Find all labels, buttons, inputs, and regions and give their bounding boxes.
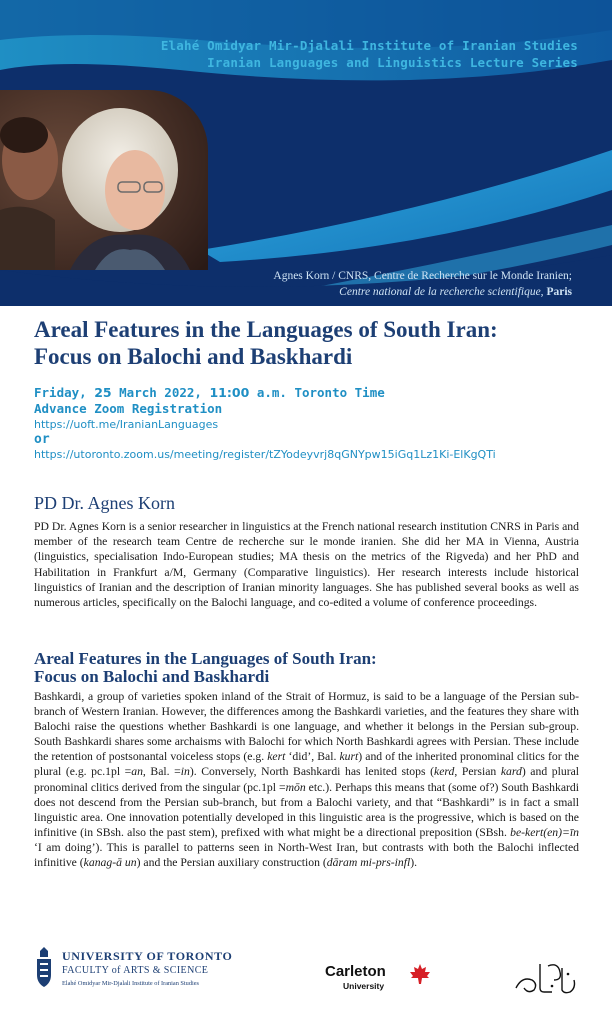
lecture-series-name: Iranian Languages and Linguistics Lecture Series: [207, 55, 578, 70]
maple-leaf-icon: [409, 963, 431, 985]
carleton-name: Carleton: [325, 963, 386, 980]
abstract-heading-line-2: Focus on Balochi and Baskhardi: [34, 667, 270, 686]
abstract-segment: etc.). Perhaps this means that (some of?) South Bashkardi does not descend from the Persian sub-branch, but from a Balochi variety, and that “Bashkardi” is in fact a small linguistic area. One innovation potentially developed in this linguistic area is the progressive, which is based on the infinitive (in SBsh. also the past stem), prefixed with what might be a directional preposition (SBsh.: [34, 780, 579, 839]
example-word: kert: [267, 750, 286, 764]
abstract-segment: , Persian: [454, 765, 501, 779]
abstract-segment: , Bal. =: [142, 765, 181, 779]
uoft-institute: Elahé Omidyar Mir-Djalali Institute of Iranian Studies: [62, 980, 199, 987]
event-time-zone: a.m. Toronto Time: [256, 385, 385, 400]
institute-name: Elahé Omidyar Mir-Djalali Institute of Iranian Studies: [160, 38, 578, 53]
lecture-title-line-2: Focus on Balochi and Baskhardi: [34, 344, 353, 369]
event-details: [34, 385, 594, 463]
speaker-heading: PD Dr. Agnes Korn: [34, 493, 176, 513]
registration-link-short[interactable]: https://uoft.me/IranianLanguages: [34, 418, 219, 431]
example-word: mōn: [285, 780, 306, 794]
carleton-logo: [325, 963, 435, 1003]
example-word: an: [131, 765, 143, 779]
speaker-bio: PD Dr. Agnes Korn is a senior researcher in linguistics at the French national research institution CNRS in Paris and member of the research team Centre de recherche sur le monde iranien. She did her MA in Vienna, Austria (linguistics, specialisation Indo-European studies; MA thesis on the metrics of the Rigveda) and her PhD and Habilitation in Frankfurt a/M, Germany (Comparative linguistics). Her research interests include historical linguistics of Iranian and the description of Iranian minority languages. She has published several books as well as numerous articles, specifically on the Balochi language, and co-edited a volume of conference proceedings.: [34, 520, 579, 610]
credit-location: Paris: [546, 286, 572, 298]
speaker-photo: [0, 90, 208, 270]
event-date-number: 25: [94, 385, 112, 400]
credit-line-1: Agnes Korn / CNRS, Centre de Recherche sur le Monde Iranien;: [273, 270, 572, 282]
uoft-crest-icon: [34, 947, 54, 991]
abstract-segment: ‘did’, Bal.: [285, 750, 340, 764]
abstract-heading: [34, 650, 594, 686]
credit-institution: Centre national de la recherche scientifique,: [339, 286, 544, 298]
registration-link-zoom[interactable]: https://utoronto.zoom.us/meeting/register/tZYodeyvrj8qGNYpw15iGq1Lz1Ki-ElKgQTi: [34, 448, 496, 461]
abstract-segment: ) and the Persian auxiliary construction (: [136, 856, 327, 870]
header-banner: [0, 0, 612, 306]
event-date-time: [34, 385, 594, 401]
photo-credit: [273, 268, 572, 300]
registration-label: Advance Zoom Registration: [34, 401, 223, 416]
event-month-year: March 2022,: [119, 385, 202, 400]
example-word: kanag-ā un: [83, 856, 137, 870]
example-word: be-kert(en)=īn: [510, 825, 579, 839]
banner-title: [161, 37, 578, 71]
abstract-segment: ).: [410, 856, 418, 870]
example-word: kurt: [339, 750, 359, 764]
event-time-number: 11:00: [209, 385, 250, 400]
lecture-title: [34, 316, 594, 370]
lecture-title-line-1: Areal Features in the Languages of South Iran:: [34, 317, 498, 342]
abstract-segment: ). Conversely, North Bashkardi has lenited stops (: [189, 765, 435, 779]
example-word: in: [180, 765, 190, 779]
uoft-name: UNIVERSITY OF TORONTO: [62, 949, 233, 963]
abstract-segment: Bashkardi, a group of varieties spoken inland of the Strait of Hormuz, is said to be a language of the Persian sub-branch of Western Iranian. However, the differences among the Bashkardi varieties, and the features they share with Balochi raise the questions whether Bashkardi is one language, and whether it belongs in the Persian sub-group. South Bashkardi shares some archaisms with Balochi for which North Bashkardi agrees with Persian. These include the retention of postsonantal voiceless stops (e.g.: [34, 690, 579, 764]
uoft-logo: [34, 947, 264, 995]
credit-line-2: [273, 284, 572, 300]
abstract-heading-line-1: Areal Features in the Languages of South Iran:: [34, 649, 377, 668]
abstract-text: [34, 689, 579, 870]
example-word: dāram mi-prs-infl: [326, 856, 411, 870]
event-day: Friday,: [34, 385, 87, 400]
example-word: kerd: [434, 765, 455, 779]
uoft-faculty: FACULTY of ARTS & SCIENCE: [62, 965, 209, 976]
or-separator: or: [34, 432, 50, 447]
institute-calligraphy-logo: [512, 958, 580, 998]
example-word: kard: [500, 765, 522, 779]
abstract-segment: ) and plural pronominal clitics derived from the singular (pc.1pl =: [34, 765, 580, 794]
carleton-sub: University: [343, 981, 385, 991]
abstract-segment: ) and of the inherited pronominal clitics for the plural (e.g. pc.1pl =: [34, 750, 580, 779]
abstract-segment: ‘I am doing’). This is parallel to patterns seen in North-West Iran, but contrasts with both the Balochi inflected infinitive (: [34, 840, 579, 870]
